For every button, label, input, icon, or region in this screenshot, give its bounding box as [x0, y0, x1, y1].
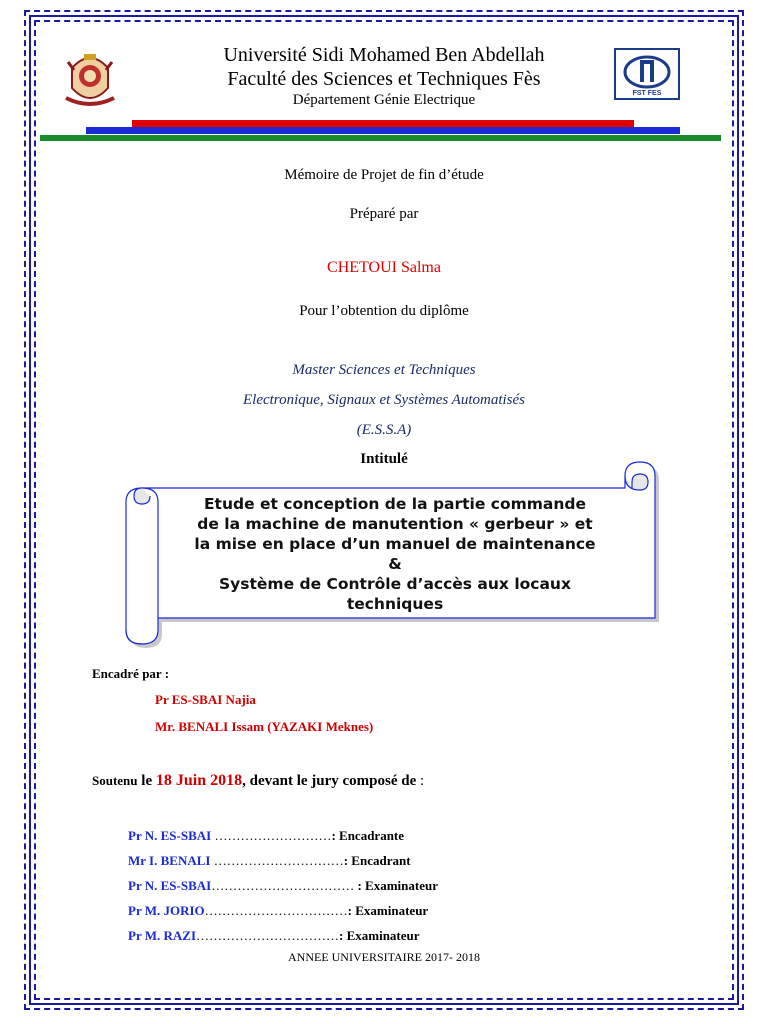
- fst-logo-text: FST FES: [632, 90, 662, 97]
- thesis-title: [155, 494, 635, 614]
- jury-role: : Encadrant: [343, 853, 411, 868]
- university-name: Université Sidi Mohamed Ben Abdellah: [223, 44, 545, 66]
- supervised-by-label: Encadré par :: [92, 666, 170, 681]
- thesis-title-ampersand: &: [388, 555, 402, 573]
- thesis-title-line-6: techniques: [346, 595, 444, 613]
- jury-dots: ……………………………: [196, 928, 340, 943]
- academic-year: ANNEE UNIVERSITAIRE 2017- 2018: [287, 950, 481, 964]
- department-name: Département Génie Electrique: [292, 92, 476, 108]
- jury-role: : Encadrante: [331, 828, 405, 843]
- intitule-label: Intitulé: [360, 451, 408, 467]
- master-line-2: Electronique, Signaux et Systèmes Automatisés: [242, 392, 526, 408]
- thesis-title-line-5: Système de Contrôle d’accès aux locaux: [219, 575, 571, 593]
- defense-date: 18 Juin 2018: [155, 772, 243, 789]
- jury-row: [128, 853, 411, 869]
- thesis-title-line-1: Etude et conception de la partie commande: [203, 495, 587, 513]
- master-line-1: Master Sciences et Techniques: [292, 362, 476, 378]
- jury-row: [128, 928, 420, 944]
- author-name: CHETOUI Salma: [327, 259, 441, 276]
- master-line-3: (E.S.S.A): [356, 422, 412, 438]
- header-bar-green: [40, 135, 721, 141]
- fst-fes-logo: [614, 48, 680, 100]
- thesis-title-line-2: de la machine de manutention « gerbeur » et: [197, 515, 593, 533]
- supervisor-1: Pr ES-SBAI Najia: [155, 692, 256, 707]
- jury-member-name: Pr N. ES-SBAI: [128, 828, 212, 843]
- jury-member-name: Pr M. RAZI: [128, 928, 197, 943]
- prepared-by-label: Préparé par: [349, 206, 419, 222]
- jury-role: : Examinateur: [347, 903, 429, 918]
- header-bar-red: [132, 120, 634, 127]
- jury-row: [128, 828, 404, 844]
- jury-row: [128, 903, 428, 919]
- memoire-label: Mémoire de Projet de fin d’étude: [284, 167, 484, 183]
- jury-dots: …………………………: [210, 853, 344, 868]
- defense-line: [92, 772, 424, 790]
- jury-member-name: Mr I. BENALI: [128, 853, 211, 868]
- jury-member-name: Pr M. JORIO: [128, 903, 205, 918]
- defense-prefix: le: [137, 773, 156, 789]
- defense-suffix: , devant le jury composé de: [242, 773, 417, 789]
- jury-dots: ………………………: [211, 828, 332, 843]
- faculty-name: Faculté des Sciences et Techniques Fès: [227, 68, 541, 90]
- header-bar-blue: [86, 127, 680, 134]
- jury-role: : Examinateur: [339, 928, 420, 943]
- obtention-label: Pour l’obtention du diplôme: [299, 303, 469, 319]
- thesis-title-line-3: la mise en place d’un manuel de maintenance: [194, 535, 596, 553]
- defense-prefix-small: Soutenu: [92, 773, 138, 788]
- defense-colon: :: [416, 773, 425, 789]
- jury-dots: ……………………………: [211, 878, 358, 893]
- jury-role: : Examinateur: [357, 878, 438, 893]
- jury-dots: ……………………………: [204, 903, 348, 918]
- supervisor-2: Mr. BENALI Issam (YAZAKI Meknes): [155, 719, 374, 734]
- jury-member-name: Pr N. ES-SBAI: [128, 878, 212, 893]
- jury-row: [128, 878, 438, 894]
